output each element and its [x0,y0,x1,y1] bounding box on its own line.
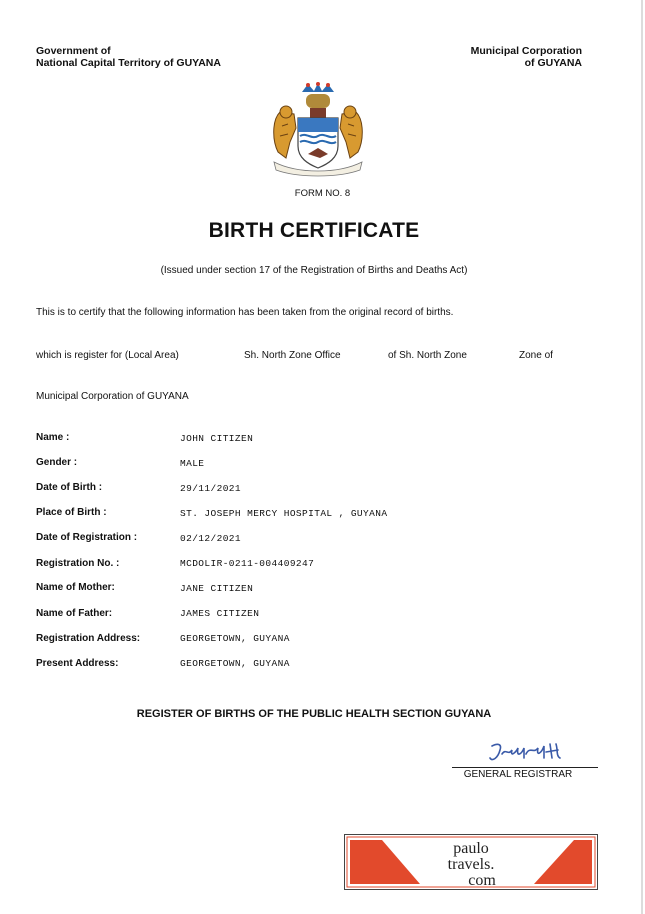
register-of-births-heading: REGISTER OF BIRTHS OF THE PUBLIC HEALTH SECTION GUYANA [136,708,492,720]
field-label-date-of-birth: Date of Birth : [36,482,103,493]
field-value-registration-no: MCDOLIR-0211-004409247 [180,558,315,569]
field-label-gender: Gender : [36,457,78,468]
form-number: FORM NO. 8 [294,188,351,199]
header-left-line1: Government of [36,45,111,57]
watermark-line2: travels. [447,856,495,873]
issued-under-text: (Issued under section 17 of the Registration of Births and Deaths Act) [160,265,468,276]
field-value-place-of-birth: ST. JOSEPH MERCY HOSPITAL , GUYANA [180,508,388,519]
field-label-registration-address: Registration Address: [36,633,141,644]
page-title: BIRTH CERTIFICATE [208,219,420,242]
field-value-father: JAMES CITIZEN [180,608,260,619]
paulo-travels-watermark [344,834,598,890]
header-right [471,45,582,69]
field-value-registration-address: GEORGETOWN, GUYANA [180,633,290,644]
field-value-name: JOHN CITIZEN [180,433,254,444]
general-registrar-label: GENERAL REGISTRAR [463,769,573,780]
field-value-gender: MALE [180,458,205,469]
signature-line [452,767,598,768]
zone-of-label: Zone of [519,350,553,361]
header-left [36,45,221,69]
field-value-present-address: GEORGETOWN, GUYANA [180,658,290,669]
field-value-mother: JANE CITIZEN [180,583,254,594]
field-label-name: Name : [36,432,70,443]
field-value-date-of-birth: 29/11/2021 [180,483,242,494]
guyana-coat-of-arms-icon [268,82,368,178]
local-area-zone: of Sh. North Zone [388,350,467,361]
field-label-father: Name of Father: [36,608,113,619]
municipal-corporation-text: Municipal Corporation of GUYANA [36,391,189,402]
register-for-label: which is register for (Local Area) [36,350,179,361]
header-right-line2: of GUYANA [524,57,582,69]
field-label-place-of-birth: Place of Birth : [36,507,107,518]
field-label-present-address: Present Address: [36,658,119,669]
certify-text: This is to certify that the following information has been taken from the original record of births. [36,307,454,318]
watermark-line3: com [468,872,496,889]
field-label-date-of-registration: Date of Registration : [36,532,138,543]
header-left-line2: National Capital Territory of GUYANA [36,57,221,69]
page-edge [641,0,643,914]
watermark-line1: paulo [453,840,489,857]
field-value-date-of-registration: 02/12/2021 [180,533,242,544]
header-right-line1: Municipal Corporation [470,45,582,57]
signature [486,740,566,766]
field-label-registration-no: Registration No. : [36,558,120,569]
local-area-office: Sh. North Zone Office [244,350,341,361]
field-label-mother: Name of Mother: [36,582,115,593]
